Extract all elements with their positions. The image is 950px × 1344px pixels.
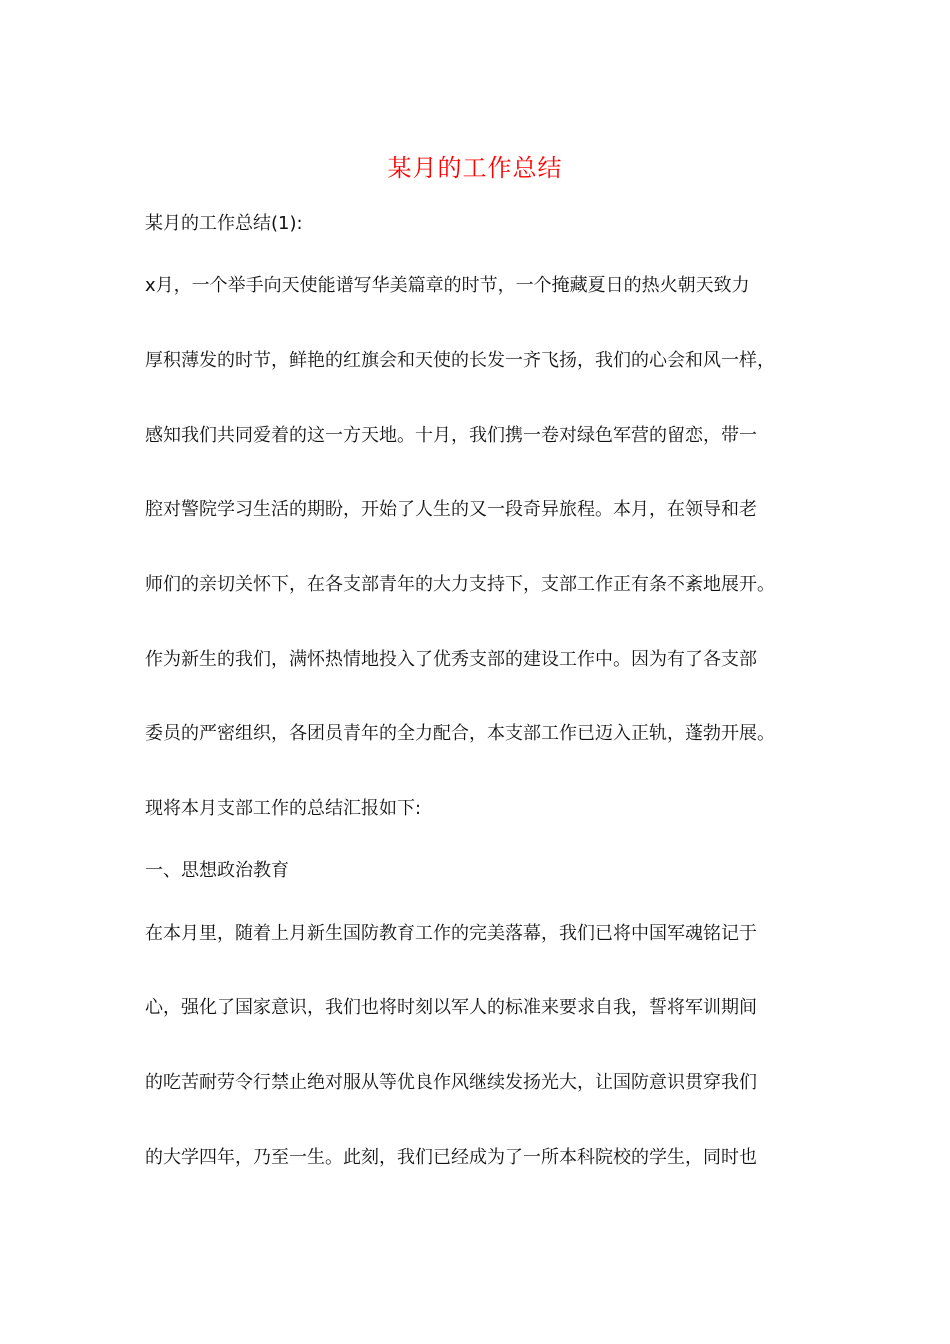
paragraph-line: 腔对警院学习生活的期盼，开始了人生的又一段奇异旅程。本月，在领导和老 xyxy=(145,499,757,520)
paragraph-line: x月，一个举手向天使能谱写华美篇章的时节，一个掩藏夏日的热火朝天致力 xyxy=(145,275,750,296)
document-title: 某月的工作总结 xyxy=(387,154,563,182)
paragraph-line: 厚积薄发的时节，鲜艳的红旗会和天使的长发一齐飞扬，我们的心会和风一样， xyxy=(145,350,775,371)
paragraph-line: 委员的严密组织，各团员青年的全力配合，本支部工作已迈入正轨，蓬勃开展。 xyxy=(145,723,775,744)
paragraph-line: 现将本月支部工作的总结汇报如下: xyxy=(145,798,422,819)
paragraph-line: 在本月里，随着上月新生国防教育工作的完美落幕，我们已将中国军魂铭记于 xyxy=(145,923,757,944)
paragraph-line: 的大学四年，乃至一生。此刻，我们已经成为了一所本科院校的学生，同时也 xyxy=(145,1147,757,1168)
paragraph-line: 感知我们共同爱着的这一方天地。十月，我们携一卷对绿色军营的留恋，带一 xyxy=(145,425,757,446)
paragraph-line: 作为新生的我们，满怀热情地投入了优秀支部的建设工作中。因为有了各支部 xyxy=(145,649,757,670)
paragraph-line: 心，强化了国家意识，我们也将时刻以军人的标准来要求自我，誓将军训期间 xyxy=(145,997,757,1018)
paragraph-line: 的吃苦耐劳令行禁止绝对服从等优良作风继续发扬光大，让国防意识贯穿我们 xyxy=(145,1072,757,1093)
paragraph-line: 师们的亲切关怀下，在各支部青年的大力支持下，支部工作正有条不紊地展开。 xyxy=(145,574,775,595)
subtitle-line: 某月的工作总结(1): xyxy=(145,213,303,234)
section-heading: 一、思想政治教育 xyxy=(145,860,289,881)
